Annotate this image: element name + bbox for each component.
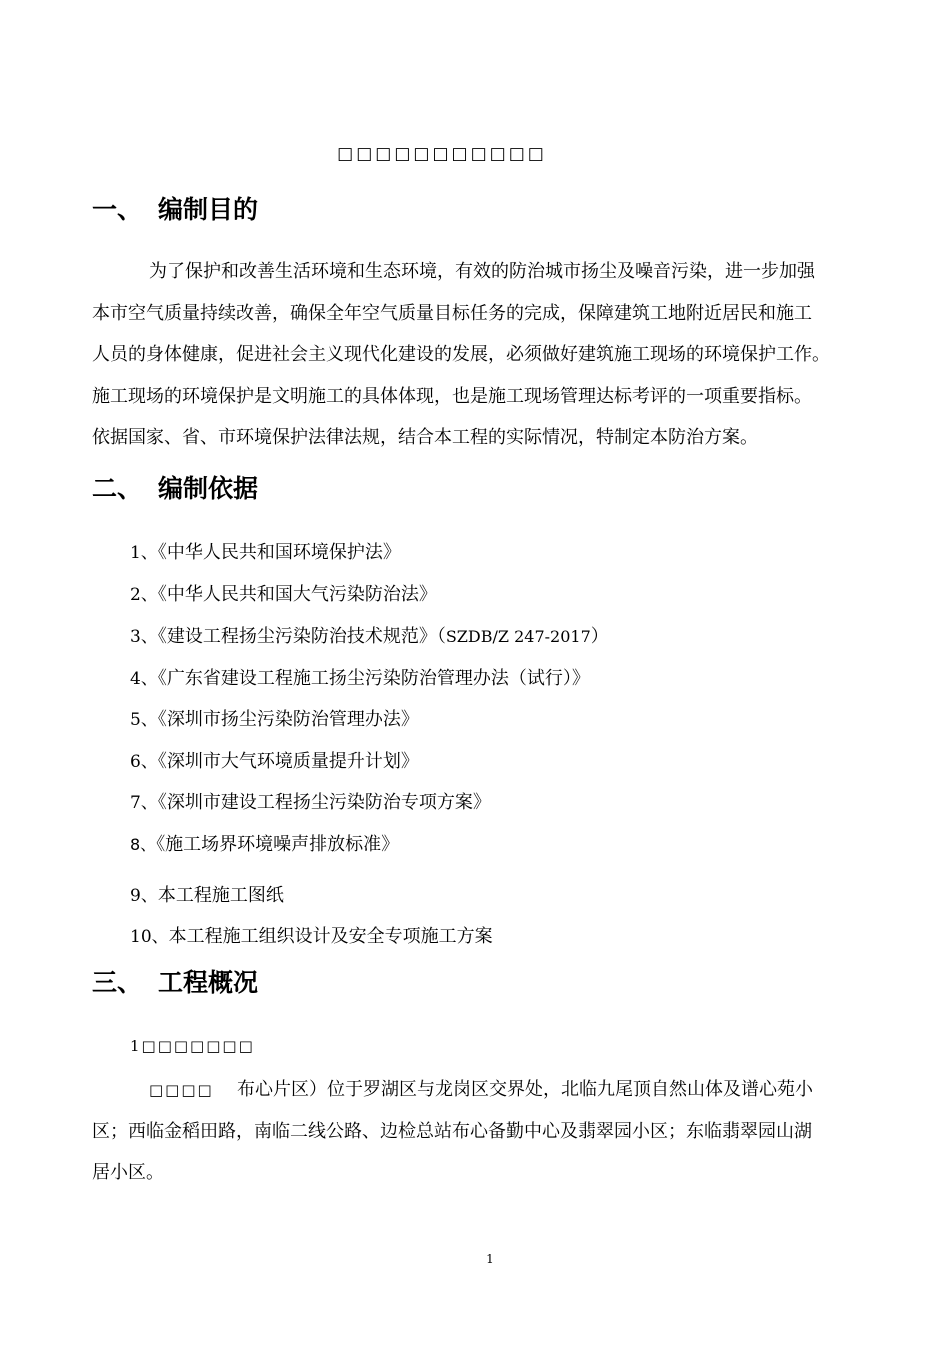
paragraph-line: [92, 1069, 872, 1111]
list-text: 《深圳市建设工程扬尘污染防治专项方案》: [157, 792, 491, 813]
list-index: 6、: [130, 752, 158, 772]
list-item: [130, 749, 419, 775]
section-heading-overview: [92, 967, 258, 999]
list-text: 《中华人民共和国环境保护法》: [157, 542, 401, 563]
list-index: 7、: [130, 793, 158, 813]
placeholder-glyphs: □□□□: [149, 1081, 214, 1099]
list-index: 5、: [130, 710, 158, 730]
paragraph-line: 区；西临金稻田路，南临二线公路、边检总站布心备勤中心及翡翠园小区；东临翡翠园山湖: [92, 1120, 812, 1142]
paragraph-line: 居小区。: [92, 1162, 164, 1183]
section-number: 三、: [92, 968, 143, 997]
list-index: 1、: [130, 543, 158, 563]
list-item: [130, 883, 284, 909]
list-item: [130, 832, 399, 858]
list-text-tail: ）: [590, 626, 609, 647]
list-item: [130, 624, 609, 650]
list-item: [130, 582, 437, 608]
list-index: 3、: [130, 627, 158, 647]
document-title: □□□□□□□□□□□: [337, 144, 547, 164]
section-title: 编制目的: [158, 195, 259, 224]
overview-paragraph: [92, 1069, 872, 1194]
section-heading-purpose: [92, 194, 258, 226]
paragraph-line: 为了保护和改善生活环境和生态环境，有效的防治城市扬尘及噪音污染，进一步加强: [149, 261, 815, 282]
list-index: 9、: [130, 886, 158, 906]
section-title: 工程概况: [158, 968, 259, 997]
paragraph-line: 施工现场的环境保护是文明施工的具体体现，也是施工现场管理达标考评的一项重要指标。: [92, 385, 812, 407]
purpose-paragraph: [92, 251, 872, 459]
list-index: 4、: [130, 669, 158, 689]
list-text: 本工程施工组织设计及安全专项施工方案: [168, 926, 493, 947]
list-item: [130, 540, 401, 566]
list-text: 《建设工程扬尘污染防治技术规范》（: [157, 626, 446, 647]
list-text: 《施工场界环境噪声排放标准》: [156, 834, 400, 855]
list-item: [130, 707, 419, 733]
section-number: 二、: [92, 474, 143, 503]
list-text: 《广东省建设工程施工扬尘污染防治管理办法（试行）》: [157, 668, 590, 689]
list-item: [130, 924, 493, 950]
list-index: 2、: [130, 585, 158, 605]
list-index: 8、: [130, 835, 157, 854]
list-text: 《深圳市大气环境质量提升计划》: [157, 751, 419, 772]
list-text: 《中华人民共和国大气污染防治法》: [157, 584, 437, 605]
section-number: 一、: [92, 195, 143, 224]
paragraph-line: 依据国家、省、市环境保护法律法规，结合本工程的实际情况，特制定本防治方案。: [92, 427, 758, 448]
standard-code: SZDB/Z 247-2017: [445, 627, 591, 646]
paragraph-line: 人员的身体健康，促进社会主义现代化建设的发展，必须做好建筑施工现场的环境保护工作。: [92, 344, 830, 365]
list-item: [130, 666, 590, 692]
section-title: 编制依据: [158, 474, 259, 503]
list-text: 《深圳市扬尘污染防治管理办法》: [157, 709, 419, 730]
paragraph-line: 本市空气质量持续改善，确保全年空气质量目标任务的完成，保障建筑工地附近居民和施工: [92, 302, 812, 324]
paragraph-text: 布心片区）位于罗湖区与龙岗区交界处，北临九尾顶自然山体及谱心苑小: [237, 1079, 813, 1100]
page-number: 1: [486, 1252, 494, 1266]
list-text: 本工程施工图纸: [157, 885, 284, 906]
list-index: 10、: [130, 927, 169, 947]
subsection-heading: 1□□□□□□□: [130, 1037, 255, 1055]
list-item: [130, 790, 491, 816]
section-heading-basis: [92, 473, 258, 505]
